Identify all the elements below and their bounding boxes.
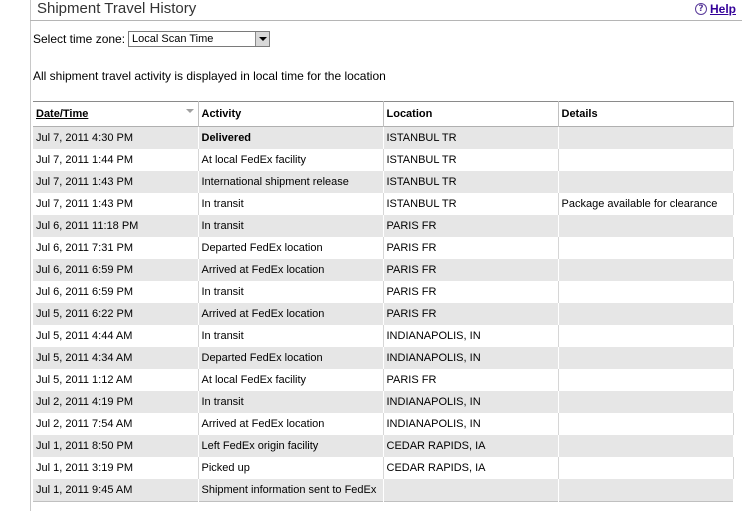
cell-datetime: Jul 6, 2011 6:59 PM — [33, 281, 198, 303]
cell-location: CEDAR RAPIDS, IA — [383, 457, 558, 479]
question-mark-icon: ? — [695, 3, 707, 15]
timezone-row — [33, 31, 270, 47]
cell-activity: In transit — [198, 215, 383, 237]
table-row — [33, 127, 733, 150]
cell-details — [558, 391, 733, 413]
cell-location: ISTANBUL TR — [383, 171, 558, 193]
cell-datetime: Jul 1, 2011 8:50 PM — [33, 435, 198, 457]
column-header-activity: Activity — [198, 102, 383, 127]
sort-arrow-icon — [186, 109, 194, 113]
cell-activity: Delivered — [198, 127, 383, 150]
cell-location: ISTANBUL TR — [383, 193, 558, 215]
cell-activity: At local FedEx facility — [198, 369, 383, 391]
cell-datetime: Jul 7, 2011 4:30 PM — [33, 127, 198, 150]
cell-location: ISTANBUL TR — [383, 149, 558, 171]
cell-datetime: Jul 6, 2011 11:18 PM — [33, 215, 198, 237]
cell-details — [558, 171, 733, 193]
page-title: Shipment Travel History — [37, 0, 197, 17]
cell-location: INDIANAPOLIS, IN — [383, 413, 558, 435]
cell-location — [383, 479, 558, 502]
cell-details — [558, 281, 733, 303]
help-link[interactable] — [695, 2, 736, 16]
table-row — [33, 237, 733, 259]
travel-history-table — [33, 101, 733, 502]
cell-activity: In transit — [198, 325, 383, 347]
help-label[interactable]: Help — [709, 2, 736, 16]
cell-activity: Arrived at FedEx location — [198, 303, 383, 325]
cell-datetime: Jul 7, 2011 1:43 PM — [33, 193, 198, 215]
cell-datetime: Jul 1, 2011 9:45 AM — [33, 479, 198, 502]
table-row — [33, 259, 733, 281]
cell-location: CEDAR RAPIDS, IA — [383, 435, 558, 457]
cell-activity: At local FedEx facility — [198, 149, 383, 171]
table-row — [33, 171, 733, 193]
timezone-select[interactable] — [128, 31, 270, 47]
cell-datetime: Jul 7, 2011 1:44 PM — [33, 149, 198, 171]
table-row — [33, 347, 733, 369]
info-text: All shipment travel activity is displayed in local time for the location — [33, 69, 386, 83]
cell-details — [558, 479, 733, 502]
cell-activity: In transit — [198, 193, 383, 215]
cell-details — [558, 457, 733, 479]
cell-datetime: Jul 2, 2011 7:54 AM — [33, 413, 198, 435]
table-row — [33, 369, 733, 391]
cell-datetime: Jul 7, 2011 1:43 PM — [33, 171, 198, 193]
table-row — [33, 391, 733, 413]
title-bar — [30, 0, 742, 21]
cell-activity: International shipment release — [198, 171, 383, 193]
cell-details — [558, 325, 733, 347]
cell-activity: Left FedEx origin facility — [198, 435, 383, 457]
cell-details — [558, 127, 733, 150]
cell-details — [558, 259, 733, 281]
cell-activity: Picked up — [198, 457, 383, 479]
cell-location: INDIANAPOLIS, IN — [383, 391, 558, 413]
table-row — [33, 413, 733, 435]
cell-datetime: Jul 5, 2011 6:22 PM — [33, 303, 198, 325]
cell-datetime: Jul 5, 2011 1:12 AM — [33, 369, 198, 391]
cell-datetime: Jul 5, 2011 4:34 AM — [33, 347, 198, 369]
cell-details — [558, 215, 733, 237]
timezone-selected-value: Local Scan Time — [132, 33, 214, 45]
column-header-datetime[interactable]: Date/Time — [33, 102, 198, 127]
cell-location: INDIANAPOLIS, IN — [383, 347, 558, 369]
table-row — [33, 149, 733, 171]
cell-location: INDIANAPOLIS, IN — [383, 325, 558, 347]
cell-datetime: Jul 6, 2011 7:31 PM — [33, 237, 198, 259]
cell-location: ISTANBUL TR — [383, 127, 558, 150]
table-row — [33, 479, 733, 502]
timezone-label: Select time zone: — [33, 32, 126, 46]
table-row — [33, 193, 733, 215]
table-row — [33, 325, 733, 347]
cell-activity: Shipment information sent to FedEx — [198, 479, 383, 502]
cell-details — [558, 237, 733, 259]
table-row — [33, 281, 733, 303]
chevron-down-icon[interactable] — [255, 32, 269, 46]
cell-details — [558, 149, 733, 171]
cell-datetime: Jul 6, 2011 6:59 PM — [33, 259, 198, 281]
left-border — [30, 0, 31, 511]
cell-details — [558, 369, 733, 391]
cell-location: PARIS FR — [383, 281, 558, 303]
column-header-location: Location — [383, 102, 558, 127]
cell-location: PARIS FR — [383, 369, 558, 391]
column-header-details: Details — [558, 102, 733, 127]
table-row — [33, 435, 733, 457]
table-row — [33, 215, 733, 237]
table-row — [33, 457, 733, 479]
table-row — [33, 303, 733, 325]
cell-activity: In transit — [198, 391, 383, 413]
cell-activity: Departed FedEx location — [198, 237, 383, 259]
cell-activity: In transit — [198, 281, 383, 303]
cell-details — [558, 347, 733, 369]
cell-location: PARIS FR — [383, 259, 558, 281]
cell-activity: Arrived at FedEx location — [198, 413, 383, 435]
cell-datetime: Jul 1, 2011 3:19 PM — [33, 457, 198, 479]
cell-details — [558, 413, 733, 435]
cell-datetime: Jul 5, 2011 4:44 AM — [33, 325, 198, 347]
cell-location: PARIS FR — [383, 215, 558, 237]
cell-details: Package available for clearance — [558, 193, 733, 215]
table-header-row — [33, 102, 733, 127]
cell-details — [558, 303, 733, 325]
cell-location: PARIS FR — [383, 237, 558, 259]
cell-activity: Arrived at FedEx location — [198, 259, 383, 281]
cell-location: PARIS FR — [383, 303, 558, 325]
cell-datetime: Jul 2, 2011 4:19 PM — [33, 391, 198, 413]
cell-details — [558, 435, 733, 457]
cell-activity: Departed FedEx location — [198, 347, 383, 369]
